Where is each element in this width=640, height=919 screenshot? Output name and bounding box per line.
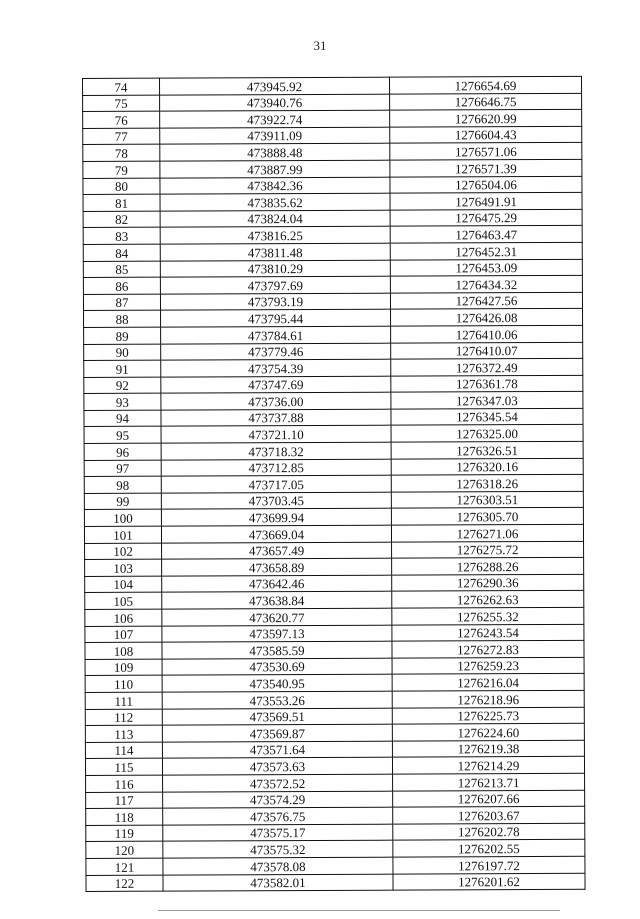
x-coordinate-cell: 473835.62 (160, 193, 390, 211)
y-coordinate-cell: 1276271.06 (391, 524, 583, 541)
table-row (86, 856, 585, 875)
table-row (84, 475, 583, 494)
coordinates-table-body (83, 76, 586, 891)
point-number-cell: 79 (83, 161, 160, 178)
point-number-cell: 121 (86, 858, 163, 875)
y-coordinate-cell: 1276202.78 (393, 823, 585, 840)
y-coordinate-cell: 1276303.51 (391, 491, 583, 508)
y-coordinate-cell: 1276463.47 (390, 226, 582, 243)
y-coordinate-cell: 1276620.99 (390, 110, 582, 127)
y-coordinate-cell: 1276255.32 (392, 607, 584, 624)
x-coordinate-cell: 473718.32 (161, 442, 391, 460)
table-row (85, 707, 584, 726)
y-coordinate-cell: 1276201.62 (393, 873, 585, 890)
table-row (83, 76, 582, 95)
x-coordinate-cell: 473816.25 (160, 227, 390, 245)
table-row (85, 574, 584, 593)
table-row (84, 309, 583, 328)
y-coordinate-cell: 1276214.29 (392, 757, 584, 774)
page-bottom-rule (158, 910, 560, 911)
y-coordinate-cell: 1276345.54 (391, 408, 583, 425)
y-coordinate-cell: 1276262.63 (392, 591, 584, 608)
table-row (83, 259, 582, 278)
table-row (84, 425, 583, 444)
table-row (86, 873, 585, 892)
table-row (86, 773, 585, 792)
point-number-cell: 119 (86, 825, 163, 842)
table-row (84, 508, 583, 527)
y-coordinate-cell: 1276207.66 (393, 790, 585, 807)
y-coordinate-cell: 1276203.67 (393, 806, 585, 823)
point-number-cell: 76 (83, 111, 160, 128)
table-row (85, 723, 584, 742)
point-number-cell: 106 (85, 609, 162, 626)
x-coordinate-cell: 473638.84 (162, 592, 392, 610)
y-coordinate-cell: 1276305.70 (391, 508, 583, 525)
point-number-cell: 92 (84, 377, 161, 394)
y-coordinate-cell: 1276259.23 (392, 657, 584, 674)
table-row (85, 657, 584, 676)
x-coordinate-cell: 473658.89 (162, 558, 392, 576)
point-number-cell: 112 (85, 709, 162, 726)
table-row (84, 375, 583, 394)
point-number-cell: 108 (85, 642, 162, 659)
point-number-cell: 83 (83, 228, 160, 245)
point-number-cell: 111 (85, 692, 162, 709)
x-coordinate-cell: 473721.10 (161, 426, 391, 444)
x-coordinate-cell: 473657.49 (162, 542, 392, 560)
y-coordinate-cell: 1276571.06 (390, 143, 582, 160)
x-coordinate-cell: 473717.05 (161, 475, 391, 493)
point-number-cell: 75 (83, 95, 160, 112)
x-coordinate-cell: 473712.85 (161, 459, 391, 477)
table-row (83, 159, 582, 178)
table-row (84, 325, 583, 344)
x-coordinate-cell: 473571.64 (162, 741, 392, 759)
table-row (83, 226, 582, 245)
y-coordinate-cell: 1276213.71 (393, 773, 585, 790)
x-coordinate-cell: 473597.13 (162, 625, 392, 643)
y-coordinate-cell: 1276216.04 (392, 674, 584, 691)
point-number-cell: 122 (86, 875, 163, 892)
table-row (85, 558, 584, 577)
y-coordinate-cell: 1276361.78 (391, 375, 583, 392)
point-number-cell: 101 (84, 526, 161, 543)
y-coordinate-cell: 1276372.49 (391, 358, 583, 375)
y-coordinate-cell: 1276646.75 (390, 93, 582, 110)
page-number: 31 (313, 38, 327, 53)
table-row (85, 641, 584, 660)
point-number-cell: 95 (84, 427, 161, 444)
table-row (85, 674, 584, 693)
x-coordinate-cell: 473572.52 (163, 774, 393, 792)
point-number-cell: 102 (85, 543, 162, 560)
point-number-cell: 96 (84, 443, 161, 460)
y-coordinate-cell: 1276218.96 (392, 690, 584, 707)
y-coordinate-cell: 1276318.26 (391, 475, 583, 492)
x-coordinate-cell: 473810.29 (160, 260, 390, 278)
y-coordinate-cell: 1276272.83 (392, 641, 584, 658)
x-coordinate-cell: 473540.95 (162, 675, 392, 693)
x-coordinate-cell: 473811.48 (160, 243, 390, 261)
point-number-cell: 120 (86, 841, 163, 858)
point-number-cell: 91 (84, 360, 161, 377)
x-coordinate-cell: 473575.17 (163, 824, 393, 842)
y-coordinate-cell: 1276410.06 (391, 325, 583, 342)
table-row (86, 840, 585, 859)
table-row (83, 126, 582, 145)
table-row (83, 176, 582, 195)
table-row (83, 93, 582, 112)
table-row (86, 806, 585, 825)
table-row (85, 607, 584, 626)
x-coordinate-cell: 473940.76 (160, 94, 390, 112)
table-row (84, 524, 583, 543)
table-row (86, 790, 585, 809)
point-number-cell: 82 (83, 211, 160, 228)
y-coordinate-cell: 1276275.72 (392, 541, 584, 558)
table-row (83, 209, 582, 228)
point-number-cell: 87 (83, 294, 160, 311)
x-coordinate-cell: 473553.26 (162, 691, 392, 709)
x-coordinate-cell: 473887.99 (160, 160, 390, 178)
point-number-cell: 105 (85, 593, 162, 610)
table-row (85, 541, 584, 560)
x-coordinate-cell: 473576.75 (163, 807, 393, 825)
point-number-cell: 114 (85, 742, 162, 759)
point-number-cell: 86 (83, 277, 160, 294)
table-row (84, 342, 583, 361)
x-coordinate-cell: 473747.69 (161, 376, 391, 394)
y-coordinate-cell: 1276290.36 (392, 574, 584, 591)
point-number-cell: 118 (86, 808, 163, 825)
x-coordinate-cell: 473737.88 (161, 409, 391, 427)
table-row (85, 690, 584, 709)
x-coordinate-cell: 473569.51 (162, 708, 392, 726)
point-number-cell: 84 (83, 244, 160, 261)
table-row (83, 192, 582, 211)
table-row (83, 292, 582, 311)
table-row (83, 143, 582, 162)
y-coordinate-cell: 1276654.69 (389, 76, 581, 93)
x-coordinate-cell: 473945.92 (160, 77, 390, 95)
table-row (84, 358, 583, 377)
x-coordinate-cell: 473922.74 (160, 110, 390, 128)
x-coordinate-cell: 473569.87 (162, 724, 392, 742)
table-row (83, 242, 582, 261)
x-coordinate-cell: 473575.32 (163, 840, 393, 858)
x-coordinate-cell: 473911.09 (160, 127, 390, 145)
table-row (83, 275, 582, 294)
point-number-cell: 99 (84, 493, 161, 510)
point-number-cell: 116 (86, 775, 163, 792)
x-coordinate-cell: 473842.36 (160, 177, 390, 195)
table-row (83, 110, 582, 129)
y-coordinate-cell: 1276410.07 (391, 342, 583, 359)
y-coordinate-cell: 1276225.73 (392, 707, 584, 724)
x-coordinate-cell: 473530.69 (162, 658, 392, 676)
x-coordinate-cell: 473620.77 (162, 608, 392, 626)
point-number-cell: 77 (83, 128, 160, 145)
y-coordinate-cell: 1276197.72 (393, 856, 585, 873)
x-coordinate-cell: 473824.04 (160, 210, 390, 228)
y-coordinate-cell: 1276475.29 (390, 209, 582, 226)
table-row (85, 740, 584, 759)
x-coordinate-cell: 473797.69 (160, 276, 390, 294)
x-coordinate-cell: 473574.29 (163, 791, 393, 809)
table-row (85, 757, 584, 776)
coordinates-table (82, 76, 586, 892)
y-coordinate-cell: 1276604.43 (390, 126, 582, 143)
x-coordinate-cell: 473754.39 (161, 359, 391, 377)
y-coordinate-cell: 1276288.26 (392, 558, 584, 575)
point-number-cell: 100 (84, 510, 161, 527)
point-number-cell: 78 (83, 145, 160, 162)
x-coordinate-cell: 473795.44 (161, 309, 391, 327)
table-row (85, 591, 584, 610)
x-coordinate-cell: 473578.08 (163, 857, 393, 875)
table-row (84, 441, 583, 460)
x-coordinate-cell: 473736.00 (161, 392, 391, 410)
point-number-cell: 80 (83, 178, 160, 195)
point-number-cell: 88 (84, 310, 161, 327)
x-coordinate-cell: 473888.48 (160, 144, 390, 162)
x-coordinate-cell: 473793.19 (160, 293, 390, 311)
point-number-cell: 115 (85, 758, 162, 775)
y-coordinate-cell: 1276202.55 (393, 840, 585, 857)
x-coordinate-cell: 473642.46 (162, 575, 392, 593)
table-row (86, 823, 585, 842)
y-coordinate-cell: 1276243.54 (392, 624, 584, 641)
y-coordinate-cell: 1276452.31 (390, 242, 582, 259)
y-coordinate-cell: 1276434.32 (390, 275, 582, 292)
y-coordinate-cell: 1276426.08 (391, 309, 583, 326)
point-number-cell: 98 (84, 476, 161, 493)
point-number-cell: 85 (83, 261, 160, 278)
point-number-cell: 93 (84, 393, 161, 410)
y-coordinate-cell: 1276320.16 (391, 458, 583, 475)
y-coordinate-cell: 1276219.38 (392, 740, 584, 757)
table-row (84, 392, 583, 411)
y-coordinate-cell: 1276453.09 (390, 259, 582, 276)
point-number-cell: 97 (84, 460, 161, 477)
point-number-cell: 109 (85, 659, 162, 676)
x-coordinate-cell: 473784.61 (161, 326, 391, 344)
point-number-cell: 107 (85, 626, 162, 643)
x-coordinate-cell: 473585.59 (162, 641, 392, 659)
y-coordinate-cell: 1276427.56 (390, 292, 582, 309)
point-number-cell: 113 (85, 725, 162, 742)
point-number-cell: 104 (85, 576, 162, 593)
x-coordinate-cell: 473779.46 (161, 343, 391, 361)
table-row (84, 458, 583, 477)
y-coordinate-cell: 1276325.00 (391, 425, 583, 442)
table-row (84, 491, 583, 510)
point-number-cell: 94 (84, 410, 161, 427)
x-coordinate-cell: 473669.04 (161, 525, 391, 543)
y-coordinate-cell: 1276224.60 (392, 723, 584, 740)
point-number-cell: 90 (84, 344, 161, 361)
x-coordinate-cell: 473582.01 (163, 874, 393, 892)
point-number-cell: 117 (86, 792, 163, 809)
y-coordinate-cell: 1276504.06 (390, 176, 582, 193)
x-coordinate-cell: 473699.94 (161, 509, 391, 527)
point-number-cell: 89 (84, 327, 161, 344)
y-coordinate-cell: 1276326.51 (391, 441, 583, 458)
point-number-cell: 81 (83, 194, 160, 211)
x-coordinate-cell: 473703.45 (161, 492, 391, 510)
point-number-cell: 110 (85, 676, 162, 693)
x-coordinate-cell: 473573.63 (162, 757, 392, 775)
table-row (84, 408, 583, 427)
y-coordinate-cell: 1276347.03 (391, 392, 583, 409)
y-coordinate-cell: 1276571.39 (390, 159, 582, 176)
point-number-cell: 74 (83, 78, 160, 95)
table-row (85, 624, 584, 643)
y-coordinate-cell: 1276491.91 (390, 192, 582, 209)
point-number-cell: 103 (85, 559, 162, 576)
